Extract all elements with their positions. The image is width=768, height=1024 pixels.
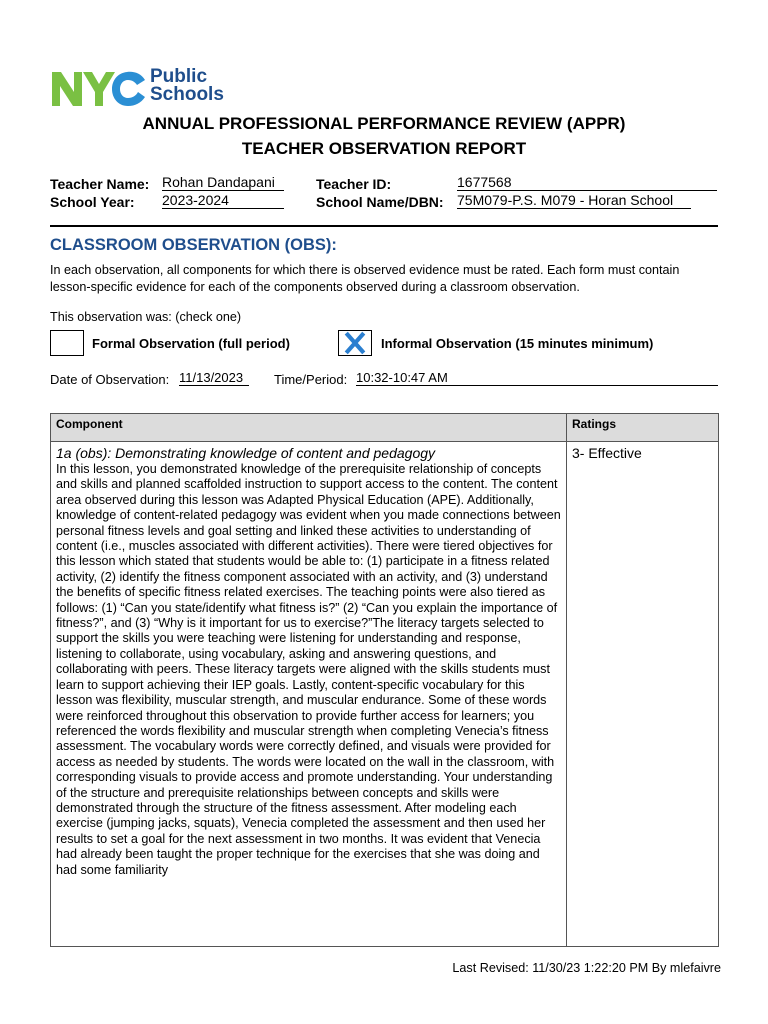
school-year-value: 2023-2024 <box>162 192 284 209</box>
section-heading: CLASSROOM OBSERVATION (OBS): <box>50 236 337 254</box>
date-label: Date of Observation: <box>50 372 170 387</box>
rating-value: 3- Effective <box>572 445 642 461</box>
observation-table <box>50 413 719 947</box>
teacher-name-value: Rohan Dandapani <box>162 174 284 191</box>
component-title: 1a (obs): Demonstrating knowledge of content and pedagogy <box>56 445 436 461</box>
school-name-label: School Name/DBN: <box>316 194 444 210</box>
formal-observation-label: Formal Observation (full period) <box>92 336 290 351</box>
section-intro: In each observation, all components for which there is observed evidence must be rated. Each form must contain lesson-specific evidence for each of the components observed during a classroom observation. <box>50 263 680 294</box>
section-divider <box>50 225 718 227</box>
logo-wordmark <box>150 68 224 104</box>
table-row <box>51 442 719 947</box>
logo-line1: Public <box>150 66 208 87</box>
logo-line2: Schools <box>150 84 224 105</box>
school-year-label: School Year: <box>50 194 135 210</box>
ratings-header: Ratings <box>567 414 719 442</box>
teacher-id-label: Teacher ID: <box>316 176 392 192</box>
teacher-name-label: Teacher Name: <box>50 176 150 192</box>
report-title-line2: TEACHER OBSERVATION REPORT <box>241 139 527 158</box>
formal-observation-checkbox[interactable] <box>50 330 84 356</box>
check-prompt: This observation was: (check one) <box>50 310 242 324</box>
table-header-row <box>51 414 719 442</box>
school-name-value: 75M079-P.S. M079 - Horan School <box>457 192 691 209</box>
checkmark-x-icon <box>339 331 371 355</box>
last-revised-footer: Last Revised: 11/30/23 1:22:20 PM By mlefaivre <box>452 961 721 975</box>
teacher-id-value: 1677568 <box>457 174 717 191</box>
component-header: Component <box>51 414 567 442</box>
component-cell <box>51 442 567 947</box>
rating-cell <box>567 442 719 947</box>
informal-observation-checkbox[interactable] <box>338 330 372 356</box>
time-label: Time/Period: <box>274 372 348 387</box>
time-value: 10:32-10:47 AM <box>356 370 718 386</box>
date-value: 11/13/2023 <box>179 370 249 386</box>
informal-observation-label: Informal Observation (15 minutes minimum) <box>381 336 654 351</box>
component-evidence: In this lesson, you demonstrated knowledge of the prerequisite relationship of concepts and skills and planned scaffolded instruction to support access to the content. The content area observed during this lesson was Adapted Physical Education (APE). Additionally, knowledge of content-related pedagogy was evident when you made connections between personal fitness levels and goal setting and linked these activities to understanding of content (i.e., muscles associated with different activities). There were tiered objectives for this lesson which stated that students would be able to: (1) participate in a fitness related activity, (2) identify the fitness component associated with an activity, and (3) understand the benefits of specific fitness related exercises. The teaching points were also tiered as follows: (1) “Can you state/identify what fitness is?” (2) “Can you explain the importance of fitness?”, and (3) “Why is it important for us to exercise?”The literacy targets selected to support the skills you were teaching were listening for understanding and response, listening to collaborate, using vocabulary, asking and answering questions, and collaborating with peers. These literacy targets were aligned with the skills students must learn to support achieving their IEP goals. Lastly, content-specific vocabulary for this lesson was flexibility, muscular strength, and muscular endurance. Some of these words were reinforced throughout this observation to provide further access for learners; you referenced the words flexibility and muscular strength when completing Venecia’s fitness assessment. The vocabulary words were correctly defined, and visuals were provided for access as needed by students. The words were located on the wall in the classroom, with corresponding visuals to provide access and promote understanding. Your understanding of the structure and prerequisite relationships between concepts and skills were demonstrated through the structure of the fitness assessment. After modeling each exercise (jumping jacks, squats), Venecia completed the assessment and then used her results to set a goal for the next assessment in two months. It was evident that Venecia had already been taught the proper technique for the exercises that she was doing and had some familiarity <box>56 462 561 877</box>
report-title-line1: ANNUAL PROFESSIONAL PERFORMANCE REVIEW (APPR) <box>142 114 626 133</box>
